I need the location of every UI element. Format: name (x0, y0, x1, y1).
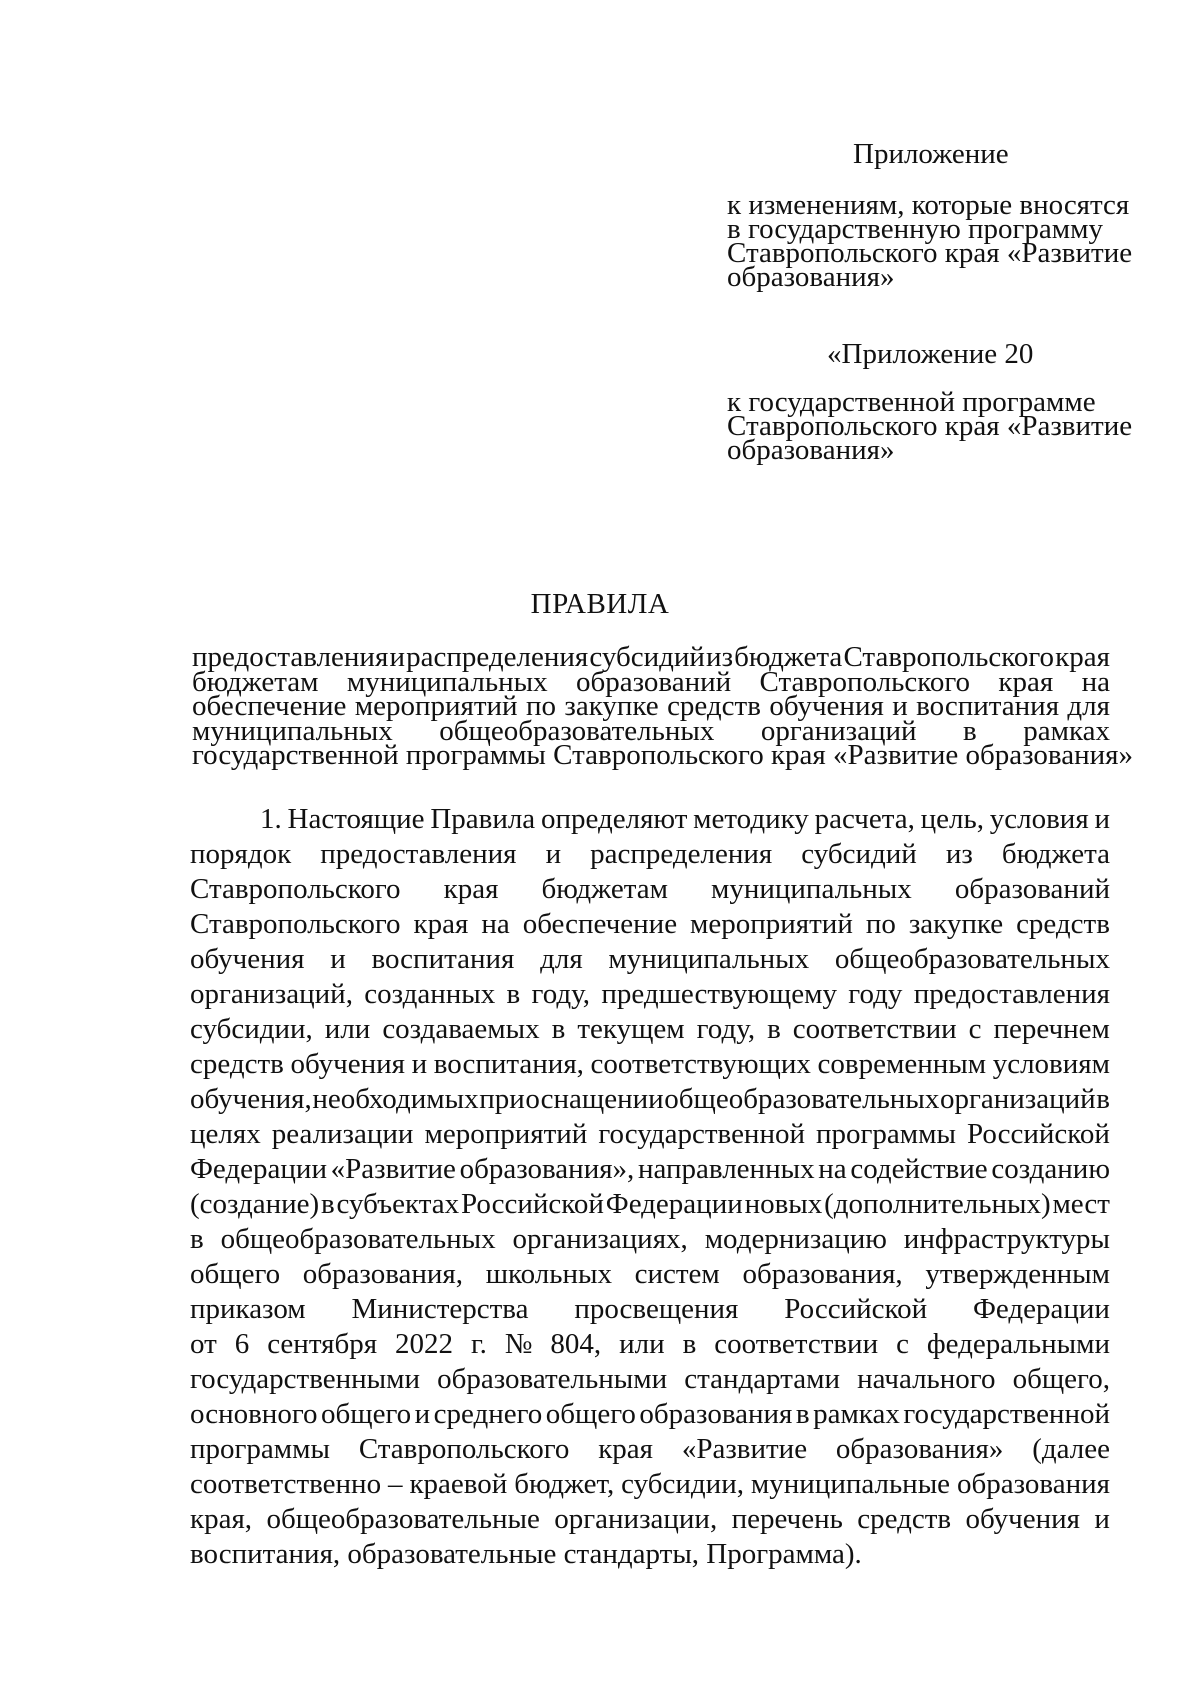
paragraph-line: воспитания, образовательные стандарты, Программа). (190, 1538, 862, 1570)
paragraph-line: порядок предоставления и распределения субсидий из бюджета (190, 838, 1110, 870)
paragraph-line: в общеобразовательных организациях, модернизацию инфраструктуры (190, 1223, 1110, 1255)
paragraph-line: основного общего и среднего общего образования в рамках государственной (190, 1398, 1110, 1430)
paragraph-line: программы Ставропольского края «Развитие образования» (далее (190, 1433, 1110, 1465)
paragraph-line: субсидии, или создаваемых в текущем году, в соответствии с перечнем (190, 1013, 1110, 1045)
appendix-reference-line: образования» (727, 261, 895, 293)
appendix-20-reference-line: Ставропольского края «Развитие (727, 410, 1133, 442)
appendix-20-reference-line: к государственной программе (727, 386, 1096, 418)
appendix-label: Приложение (853, 138, 1009, 170)
paragraph-line: средств обучения и воспитания, соответствующих современным условиям (190, 1048, 1110, 1080)
paragraph-line: соответственно – краевой бюджет, субсидии, муниципальные образования (190, 1468, 1110, 1500)
paragraph-line: общего образования, школьных систем образования, утвержденным (190, 1258, 1110, 1290)
paragraph-line: организаций, созданных в году, предшествующему году предоставления (190, 978, 1110, 1010)
paragraph-line: обучения, необходимых при оснащении общеобразовательных организаций в (190, 1083, 1110, 1115)
document-subtitle (192, 641, 1133, 771)
subtitle-line: бюджетам муниципальных образований Ставропольского края на (192, 665, 1110, 698)
appendix-20-label: «Приложение 20 (827, 338, 1034, 370)
appendix-reference-line: Ставропольского края «Развитие (727, 237, 1133, 269)
paragraph-line: Ставропольского края на обеспечение мероприятий по закупке средств (190, 908, 1110, 940)
appendix-reference-line: в государственную программу (727, 213, 1104, 245)
appendix-reference (727, 189, 1134, 293)
paragraph-line: приказом Министерства просвещения Российской Федерации (190, 1293, 1110, 1325)
paragraph-line: (создание) в субъектах Российской Федерации новых (дополнительных) мест (190, 1188, 1110, 1220)
paragraph-line: Федерации «Развитие образования», направленных на содействие созданию (190, 1153, 1110, 1185)
paragraph-line: от 6 сентября 2022 г. № 804, или в соответствии с федеральными (190, 1328, 1110, 1360)
paragraph-1 (190, 802, 1110, 1572)
paragraph-line: государственными образовательными стандартами начального общего, (190, 1363, 1110, 1395)
paragraph-line: края, общеобразовательные организации, перечень средств обучения и (190, 1503, 1110, 1535)
appendix-20-reference (727, 386, 1134, 466)
subtitle-line: муниципальных общеобразовательных организаций в рамках (192, 714, 1110, 747)
paragraph-line: обучения и воспитания для муниципальных общеобразовательных (190, 943, 1110, 975)
subtitle-line: государственной программы Ставропольского края «Развитие образования» (192, 739, 1133, 771)
subtitle-line: обеспечение мероприятий по закупке средств обучения и воспитания для (192, 690, 1110, 722)
document-title: ПРАВИЛА (530, 588, 670, 620)
appendix-20-reference-line: образования» (727, 434, 895, 466)
paragraph-line: 1. Настоящие Правила определяют методику расчета, цель, условия и (260, 803, 1110, 835)
paragraph-line: целях реализации мероприятий государственной программы Российской (190, 1118, 1110, 1150)
appendix-reference-line: к изменениям, которые вносятся (727, 189, 1130, 221)
subtitle-line: предоставления и распределения субсидий из бюджета Ставропольского края (192, 641, 1110, 673)
paragraph-line: Ставропольского края бюджетам муниципальных образований (190, 873, 1110, 905)
